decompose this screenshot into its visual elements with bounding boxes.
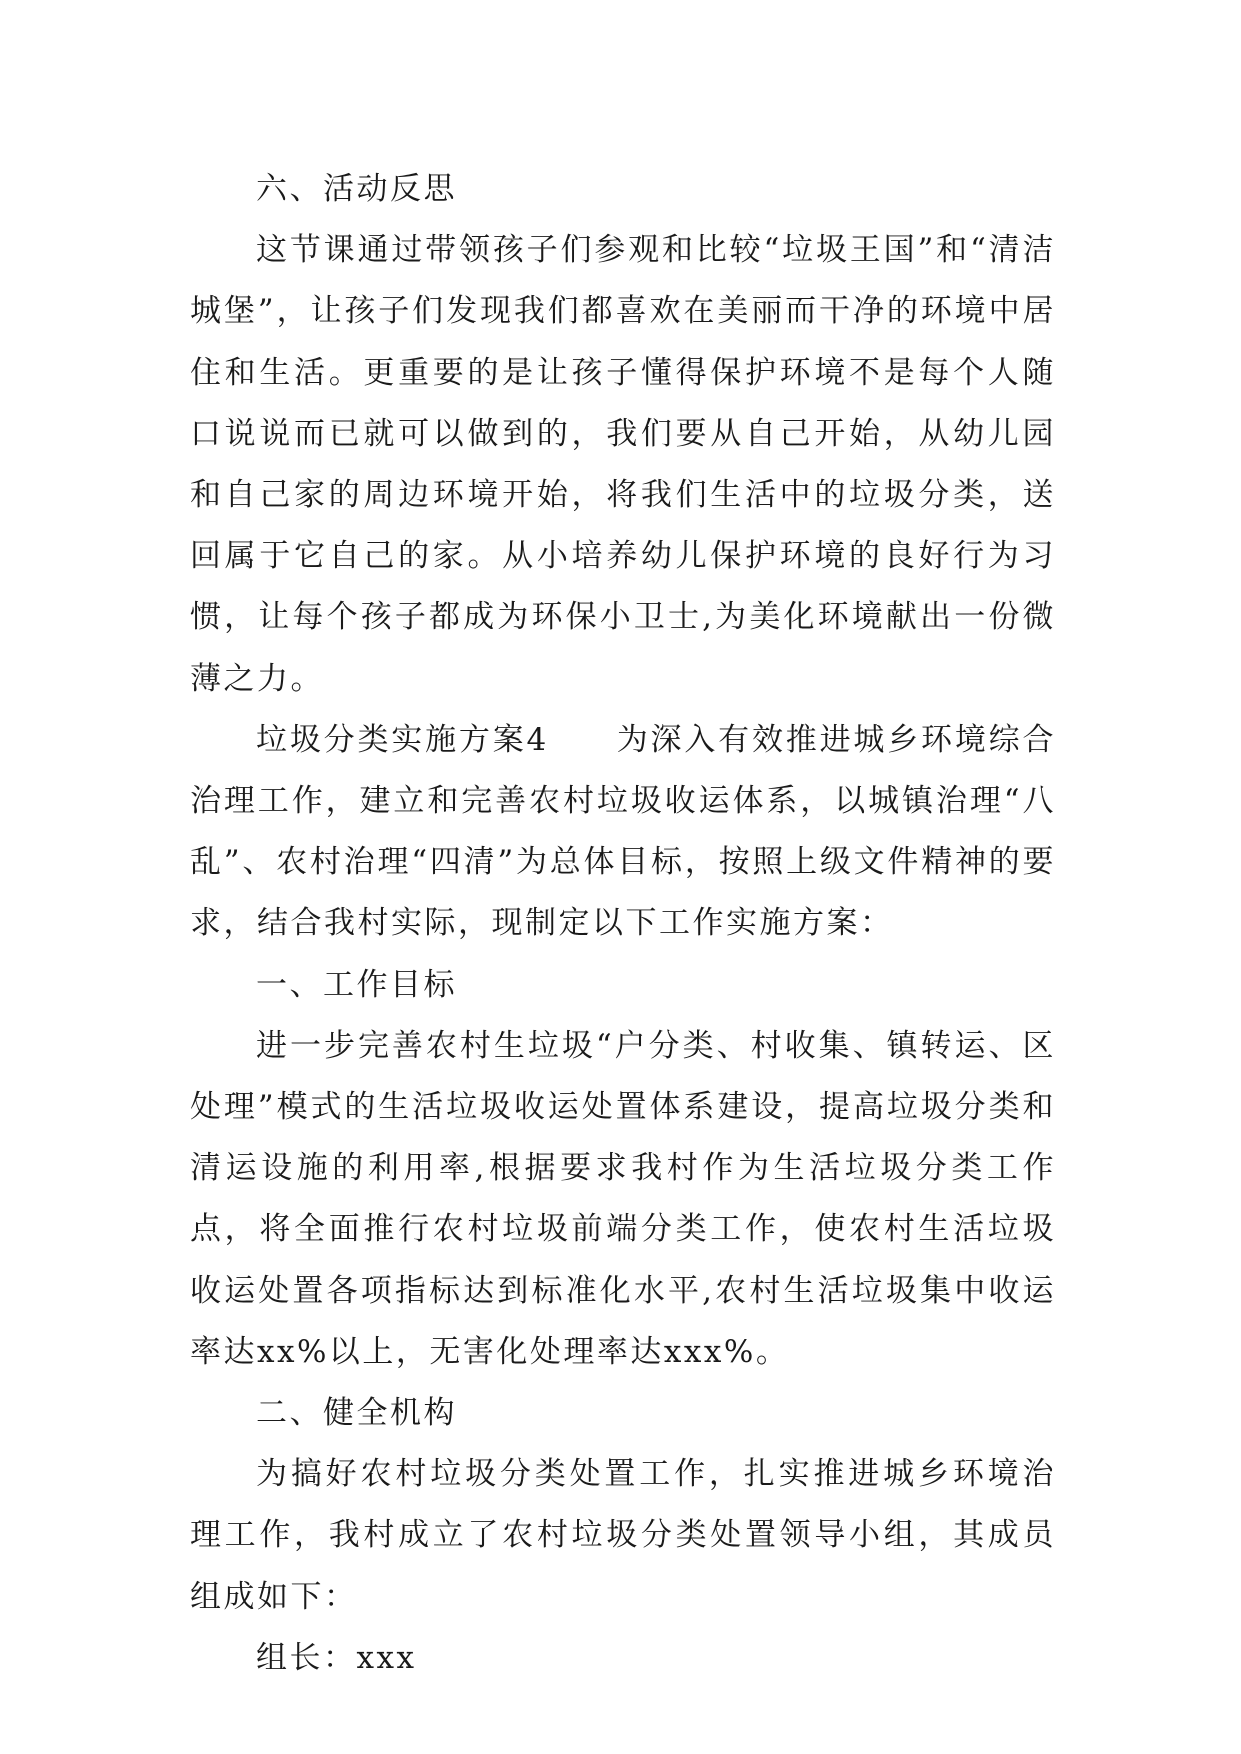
paragraph-reflection: 这节课通过带领孩子们参观和比较“垃圾王国”和“清洁城堡”，让孩子们发现我们都喜欢在美丽而干净的环境中居住和生活。更重要的是让孩子懂得保护环境不是每个人随口说说而已就可以做到的，我们要从自己开始，从幼儿园和自己家的周边环境开始，将我们生活中的垃圾分类，送回属于它自己的家。从小培养幼儿保护环境的良好行为习惯，让每个孩子都成为环保小卫士,为美化环境献出一份微薄之力。 — [190, 232, 1056, 697]
section-heading-goals: 一、工作目标 — [256, 966, 457, 1003]
section-heading-reflection: 六、活动反思 — [256, 171, 457, 207]
paragraph-goals: 进一步完善农村生垃圾“户分类、村收集、镇转运、区处理”模式的生活垃圾收运处置体系建设，提高垃圾分类和清运设施的利用率,根据要求我村作为生活垃圾分类工作点，将全面推行农村垃圾前端分类工作，使农村生活垃圾收运处置各项指标达到标准化水平,农村生活垃圾集中收运率达xx%以上，无害化处理率达xxx%。 — [190, 1027, 1056, 1370]
section-heading-organization: 二、健全机构 — [256, 1395, 457, 1432]
team-leader-line: 组长：xxx — [256, 1639, 417, 1676]
paragraph-organization: 为搞好农村垃圾分类处置工作，扎实推进城乡环境治理工作，我村成立了农村垃圾分类处置领导小组，其成员组成如下： — [190, 1456, 1056, 1615]
paragraph-plan-intro: 垃圾分类实施方案4 为深入有效推进城乡环境综合治理工作，建立和完善农村垃圾收运体系，以城镇治理“八乱”、农村治理“四清”为总体目标，按照上级文件精神的要求，结合我村实际，现制定以下工作实施方案： — [190, 721, 1056, 942]
document-body — [190, 159, 1056, 1689]
